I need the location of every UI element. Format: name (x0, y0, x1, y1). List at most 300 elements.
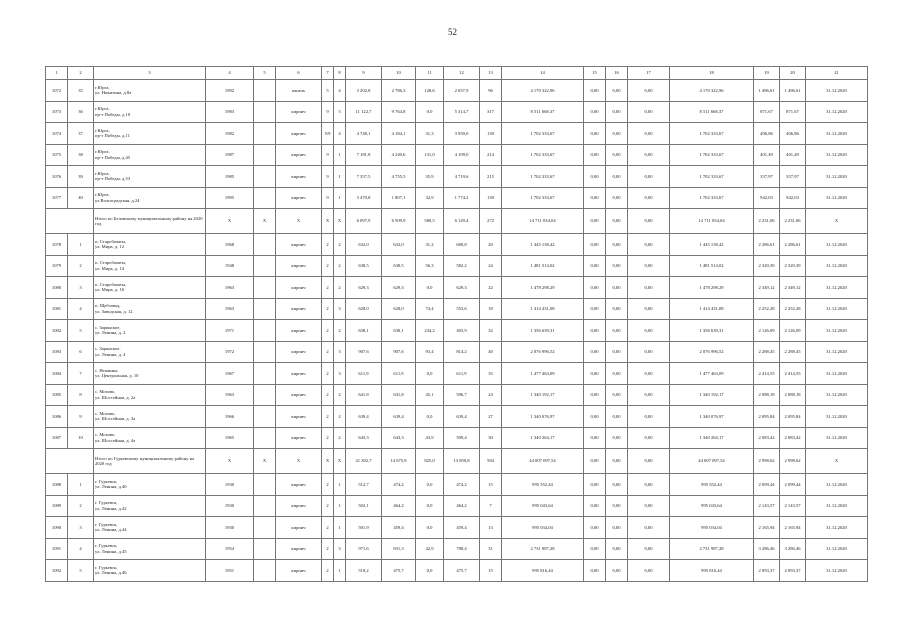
table-cell: 0,00 (606, 209, 628, 234)
table-row (46, 166, 868, 188)
address-cell: п. Старобачаты, ул. Мира, д. 16 (94, 277, 206, 299)
table-cell: 995 816,44 (670, 560, 754, 582)
table-cell: 1 (68, 474, 94, 496)
address-cell: п. Старобачаты, ул. Мира, д. 12 (94, 234, 206, 256)
table-cell: 1080 (46, 277, 68, 299)
table-cell: 5/9 (322, 123, 334, 145)
table-cell: 31.12.2020 (806, 320, 868, 342)
table-cell: кирпич (276, 320, 322, 342)
table-cell: 40 (480, 341, 502, 363)
table-cell: 831,3 (382, 538, 416, 560)
table-cell: 871,67 (754, 101, 780, 123)
table-cell (254, 560, 276, 582)
column-number-cell: 9 (346, 67, 382, 80)
table-cell: кирпич (276, 187, 322, 209)
table-cell: кирпич (276, 255, 322, 277)
total-label: Итого по Беловскому муниципальному району на 2020 год (94, 209, 206, 234)
table-cell: 3 470,8 (346, 187, 382, 209)
table-cell (254, 495, 276, 517)
table-cell: 272 (480, 209, 502, 234)
table-cell: 611,9 (444, 363, 480, 385)
table-cell: 0,0 (416, 277, 444, 299)
table-cell: 0,0 (416, 560, 444, 582)
table-cell: 1 702 333,67 (502, 123, 584, 145)
table-cell: 1 (68, 234, 94, 256)
table-cell: 1951 (206, 560, 254, 582)
column-number-cell: 15 (584, 67, 606, 80)
table-cell: 0,00 (584, 144, 606, 166)
table-cell: 638,1 (382, 320, 416, 342)
table-cell: 0,00 (606, 144, 628, 166)
table-cell: 56,3 (416, 255, 444, 277)
table-cell: 1092 (46, 560, 68, 582)
table-cell: 9 (322, 144, 334, 166)
table-cell: 638,5 (382, 255, 416, 277)
table-cell: 406,86 (754, 123, 780, 145)
table-cell: 2 (334, 234, 346, 256)
table-cell: 1 774,2 (444, 187, 480, 209)
table-cell (254, 234, 276, 256)
column-number-cell: 13 (480, 67, 502, 80)
table-cell: 0,00 (584, 427, 606, 449)
table-cell: 24 (480, 255, 502, 277)
table-cell: 0,00 (606, 101, 628, 123)
table-cell: 14 711 034,04 (502, 209, 584, 234)
table-cell: 7 (480, 495, 502, 517)
table-cell: 995 043,64 (670, 495, 754, 517)
total-label: Итого по Гурьевскому муниципальному району на 2020 год (94, 449, 206, 474)
table-row (46, 427, 868, 449)
district-total-row (46, 209, 868, 234)
table-cell: 907,6 (382, 341, 416, 363)
table-cell: X (334, 449, 346, 474)
table-row (46, 474, 868, 496)
table-cell: 0,00 (628, 474, 670, 496)
table-cell: 2 252,28 (780, 298, 806, 320)
table-cell: 5 314,7 (444, 101, 480, 123)
table-cell: 31.12.2020 (806, 384, 868, 406)
table-cell: 31,3 (416, 123, 444, 145)
table-row (46, 123, 868, 145)
column-number-cell: 7 (322, 67, 334, 80)
table-cell: 0,00 (628, 166, 670, 188)
column-number-cell: 3 (94, 67, 206, 80)
table-cell: 0,00 (628, 255, 670, 277)
table-cell: 2 095,84 (780, 406, 806, 428)
table-cell: 1 478 298,29 (502, 277, 584, 299)
table-cell: 907,6 (346, 341, 382, 363)
table-cell: 2 286,61 (754, 234, 780, 256)
table-cell: 1995 (206, 187, 254, 209)
table-cell: 31,2 (416, 234, 444, 256)
table-row (46, 80, 868, 102)
table-row (46, 320, 868, 342)
table-cell: X (322, 209, 334, 234)
table-cell: 3 286,46 (754, 538, 780, 560)
table-cell: 20 (480, 234, 502, 256)
table-cell: 0,00 (628, 123, 670, 145)
table-cell: 1077 (46, 187, 68, 209)
table-cell: 0,00 (584, 123, 606, 145)
table-cell: 995 034,04 (502, 517, 584, 539)
table-cell: 2 998,62 (780, 449, 806, 474)
page-number: 52 (448, 27, 457, 37)
table-row (46, 406, 868, 428)
table-cell: 1 496,61 (780, 80, 806, 102)
table-cell: 1965 (206, 427, 254, 449)
table-cell: 1 481 514,02 (502, 255, 584, 277)
table-cell: 1 356 639,31 (670, 320, 754, 342)
table-cell: 2 143,57 (780, 495, 806, 517)
table-cell: 18 (480, 298, 502, 320)
table-cell: 0,00 (584, 234, 606, 256)
table-cell: 1 (334, 187, 346, 209)
table-cell: 1079 (46, 255, 68, 277)
table-cell: 2 252,28 (754, 298, 780, 320)
table-cell: 2 126,09 (754, 320, 780, 342)
table-cell: 464,2 (382, 495, 416, 517)
address-cell: г. Гурьевск, ул. Ленина, д.42 (94, 495, 206, 517)
table-cell: 632,0 (346, 234, 382, 256)
table-row (46, 101, 868, 123)
table-cell: 2 143,57 (754, 495, 780, 517)
table-cell: X (276, 209, 322, 234)
district-total-row (46, 449, 868, 474)
address-cell: п. Щебзавод, ул. Заводская, д. 12 (94, 298, 206, 320)
housing-register-table (45, 66, 868, 582)
table-cell: 0,00 (584, 474, 606, 496)
table-cell (254, 255, 276, 277)
table-cell: 611,9 (382, 363, 416, 385)
table-cell: 942,03 (754, 187, 780, 209)
table-cell: 1 702 333,67 (502, 144, 584, 166)
table-cell: 1 496,61 (754, 80, 780, 102)
table-cell: 0,00 (628, 277, 670, 299)
table-cell: 643,3 (382, 427, 416, 449)
table-cell: 518,2 (346, 560, 382, 582)
table-cell: 8 (68, 384, 94, 406)
table-cell: 1 340 076,97 (502, 406, 584, 428)
table-cell: 5 (68, 560, 94, 582)
table-cell: 0,0 (416, 363, 444, 385)
table-cell: 5 (322, 80, 334, 102)
table-cell: X (206, 449, 254, 474)
table-cell: 36 (68, 101, 94, 123)
table-cell: кирпич (276, 144, 322, 166)
table-cell: 629,3 (444, 277, 480, 299)
table-cell (254, 277, 276, 299)
table-cell: 2 349,12 (780, 277, 806, 299)
table-cell: 1 356 639,31 (502, 320, 584, 342)
table-cell: 1982 (206, 123, 254, 145)
table-cell: 6 129,4 (444, 209, 480, 234)
table-cell: 0,00 (628, 320, 670, 342)
table-cell: 13 (480, 517, 502, 539)
table-cell: 0,00 (606, 406, 628, 428)
table-cell: 0,00 (606, 80, 628, 102)
table-cell: 596,7 (444, 384, 480, 406)
table-cell: 1968 (206, 234, 254, 256)
address-cell: г. Гурьевск, ул. Ленина, д.44 (94, 517, 206, 539)
table-cell: 0,00 (628, 80, 670, 102)
table-cell: 600,8 (444, 234, 480, 256)
table-cell: 0,00 (584, 406, 606, 428)
table-cell: 582,2 (444, 255, 480, 277)
table-cell: 215 (480, 166, 502, 188)
table-cell: 2 (322, 363, 334, 385)
table-cell: 3 202,8 (346, 80, 382, 102)
table-cell: 42,9 (416, 538, 444, 560)
table-cell: 2 657,9 (444, 80, 480, 102)
table-cell: 2 095,84 (754, 406, 780, 428)
table-cell: 0,0 (416, 474, 444, 496)
table-cell: 2 414,55 (754, 363, 780, 385)
table-cell: 2 (322, 320, 334, 342)
table-cell: 0,00 (584, 341, 606, 363)
table-cell: 475,7 (382, 560, 416, 582)
table-cell: 1 702 333,67 (502, 187, 584, 209)
table-row (46, 187, 868, 209)
table-cell: 2 083,42 (754, 427, 780, 449)
table-cell: 15 (480, 474, 502, 496)
table-cell: 1 702 333,67 (502, 166, 584, 188)
table-cell: 2 731 987,28 (670, 538, 754, 560)
table-cell: 0,00 (628, 384, 670, 406)
table-cell: 474,2 (444, 474, 480, 496)
column-number-cell: 5 (254, 67, 276, 80)
table-cell: 2 083,42 (780, 427, 806, 449)
table-row (46, 363, 868, 385)
table-cell: 995 816,44 (502, 560, 584, 582)
table-cell: 0,00 (584, 298, 606, 320)
table-cell: 639,4 (382, 406, 416, 428)
table-cell: 632,0 (382, 234, 416, 256)
table-cell: кирпич (276, 427, 322, 449)
table-cell: 639,4 (346, 406, 382, 428)
table-cell (254, 384, 276, 406)
table-cell: 0,0 (416, 406, 444, 428)
table-cell: 0,00 (606, 166, 628, 188)
table-cell: 0,00 (628, 144, 670, 166)
table-cell: 4 (334, 80, 346, 102)
table-cell (254, 80, 276, 102)
column-number-cell: 2 (68, 67, 94, 80)
table-cell: 825,0 (416, 449, 444, 474)
table-cell: 31.12.2020 (806, 406, 868, 428)
table-cell: кирпич (276, 363, 322, 385)
table-cell: 0,0 (416, 101, 444, 123)
table-cell: 5 (68, 320, 94, 342)
table-cell: 1930 (206, 495, 254, 517)
table-cell: 1 445 138,42 (670, 234, 754, 256)
table-cell: X (254, 209, 276, 234)
table-cell: 1 807,1 (382, 187, 416, 209)
table-cell: 0,00 (584, 80, 606, 102)
table-cell: 35,9 (416, 166, 444, 188)
table-cell: 3 950,0 (444, 123, 480, 145)
table-cell: 0,00 (606, 187, 628, 209)
table-cell: 35 (480, 363, 502, 385)
table-cell: 2 231,06 (780, 209, 806, 234)
table-cell: 403,9 (444, 320, 480, 342)
column-number-cell: 4 (206, 67, 254, 80)
table-row (46, 234, 868, 256)
table-cell: 1 (334, 517, 346, 539)
table-cell: 2 320,39 (754, 255, 780, 277)
table-cell: 0,00 (584, 363, 606, 385)
table-cell: 0,00 (606, 517, 628, 539)
table-cell: 11 122,7 (346, 101, 382, 123)
column-number-cell: 14 (502, 67, 584, 80)
table-cell: кирпич (276, 384, 322, 406)
table-cell: кирпич (276, 406, 322, 428)
table-cell: 31.12.2020 (806, 560, 868, 582)
table-cell: 31.12.2020 (806, 363, 868, 385)
table-cell: 39 (68, 166, 94, 188)
table-cell: 580,5 (416, 209, 444, 234)
table-cell: 32 (480, 320, 502, 342)
table-cell: 401,49 (780, 144, 806, 166)
table-cell: 0,00 (584, 209, 606, 234)
table-cell: кирпич (276, 298, 322, 320)
table-cell: 7 357,5 (346, 166, 382, 188)
table-cell: 1085 (46, 384, 68, 406)
address-cell: с. Мохово, ул. Шоссейная, д. 2а (94, 384, 206, 406)
table-cell: 6 097,9 (346, 209, 382, 234)
table-cell: X (322, 449, 334, 474)
table-cell: 9 764,8 (382, 101, 416, 123)
table-cell: 44 007 097,54 (670, 449, 754, 474)
table-cell: 2 (322, 341, 334, 363)
table-cell: 464,2 (444, 495, 480, 517)
table-row (46, 495, 868, 517)
table-cell: 31.12.2020 (806, 234, 868, 256)
table-cell: 0,00 (628, 495, 670, 517)
table-cell: 3 286,46 (780, 538, 806, 560)
table-cell (254, 474, 276, 496)
table-cell: 0,00 (584, 166, 606, 188)
table-cell: 31.12.2020 (806, 538, 868, 560)
table-cell: 1 340 264,17 (670, 427, 754, 449)
address-cell: г.Юрга, пр-т Победы, д.45 (94, 144, 206, 166)
table-cell: 0,00 (606, 384, 628, 406)
column-number-cell: 1 (46, 67, 68, 80)
table-cell: 44 007 097,54 (502, 449, 584, 474)
table-cell: 3 (334, 538, 346, 560)
address-cell: с. Мохово, ул. Шоссейная, д. 3а (94, 406, 206, 428)
table-cell: 27 (480, 406, 502, 428)
table-cell: кирпич (276, 538, 322, 560)
table-cell: 814,2 (444, 341, 480, 363)
table-cell: 6 509,9 (382, 209, 416, 234)
table-cell: 1971 (206, 320, 254, 342)
column-number-cell: 8 (334, 67, 346, 80)
table-cell: 0,00 (584, 560, 606, 582)
table-cell: 1081 (46, 298, 68, 320)
table-cell: 1076 (46, 166, 68, 188)
table-cell: 0,00 (606, 363, 628, 385)
table-cell (254, 517, 276, 539)
table-cell: 13 850,8 (444, 449, 480, 474)
table-cell: 0,00 (628, 560, 670, 582)
table-cell: 4 719,6 (444, 166, 480, 188)
column-number-cell: 20 (780, 67, 806, 80)
table-cell: 14 711 034,04 (670, 209, 754, 234)
address-cell: г.Юрга, ул.Волгоградская, д.24 (94, 187, 206, 209)
table-cell: 40 (68, 187, 94, 209)
table-cell: 30 (480, 427, 502, 449)
table-cell: 995 034,04 (670, 517, 754, 539)
table-cell: 7 (68, 363, 94, 385)
table-cell: 1 414 431,08 (670, 298, 754, 320)
table-cell: 1084 (46, 363, 68, 385)
address-cell: г.Юрга, пр-т Победы, д.10 (94, 101, 206, 123)
table-cell: 35 (68, 80, 94, 102)
table-cell: 0,00 (584, 449, 606, 474)
table-cell: 1 340 192,17 (670, 384, 754, 406)
table-cell: 357,97 (780, 166, 806, 188)
table-cell: 1090 (46, 517, 68, 539)
table-cell: 2 (334, 384, 346, 406)
address-cell: п. Старобачаты, ул. Мира, д. 14 (94, 255, 206, 277)
table-row (46, 560, 868, 582)
address-cell: г. Гурьевск, ул. Ленина, д.45 (94, 538, 206, 560)
table-cell: 234,2 (416, 320, 444, 342)
table-cell: 0,00 (628, 427, 670, 449)
table-cell: 2 (334, 427, 346, 449)
table-cell: 4 170 322,96 (502, 80, 584, 102)
table-cell: 2 349,12 (754, 277, 780, 299)
address-cell: г.Юрга, пр-т Победы, д.11 (94, 123, 206, 145)
table-cell: 0,00 (606, 320, 628, 342)
table-cell: 31.12.2020 (806, 101, 868, 123)
table-cell: 1 414 431,08 (502, 298, 584, 320)
table-cell: 8 511 668,37 (670, 101, 754, 123)
table-cell: 22 (480, 277, 502, 299)
table-cell: 24 (480, 384, 502, 406)
table-cell: 629,3 (346, 277, 382, 299)
table-cell: 2 099,44 (780, 474, 806, 496)
table-cell: 0,00 (628, 406, 670, 428)
table-cell: 2 (334, 320, 346, 342)
table-cell: 1 (334, 166, 346, 188)
table-cell: 0,00 (628, 341, 670, 363)
table-cell: 1 478 298,29 (670, 277, 754, 299)
table-cell: 9 (322, 187, 334, 209)
table-cell: X (206, 209, 254, 234)
table-cell: 942,03 (780, 187, 806, 209)
table-cell: 0,00 (628, 101, 670, 123)
table-cell: 1985 (206, 166, 254, 188)
table-cell: 14 675,8 (382, 449, 416, 474)
address-cell: с. Заринское, ул. Ленина, д. 4 (94, 341, 206, 363)
table-cell: 401,49 (754, 144, 780, 166)
table-cell: 2 (322, 495, 334, 517)
table-cell: 0,00 (584, 187, 606, 209)
table-cell: 1954 (206, 538, 254, 560)
table-cell: 2 (322, 277, 334, 299)
table-row (46, 341, 868, 363)
table-cell: 0,00 (606, 341, 628, 363)
table-cell: 2 (322, 560, 334, 582)
table-cell: 0,00 (584, 538, 606, 560)
table-cell: 1 702 333,67 (670, 187, 754, 209)
table-cell: 93,4 (416, 341, 444, 363)
table-cell: 3 (334, 298, 346, 320)
address-cell: с. Нежинка, ул. Центральная, д. 10 (94, 363, 206, 385)
table-cell: 10 (68, 427, 94, 449)
table-cell: 31.12.2020 (806, 255, 868, 277)
